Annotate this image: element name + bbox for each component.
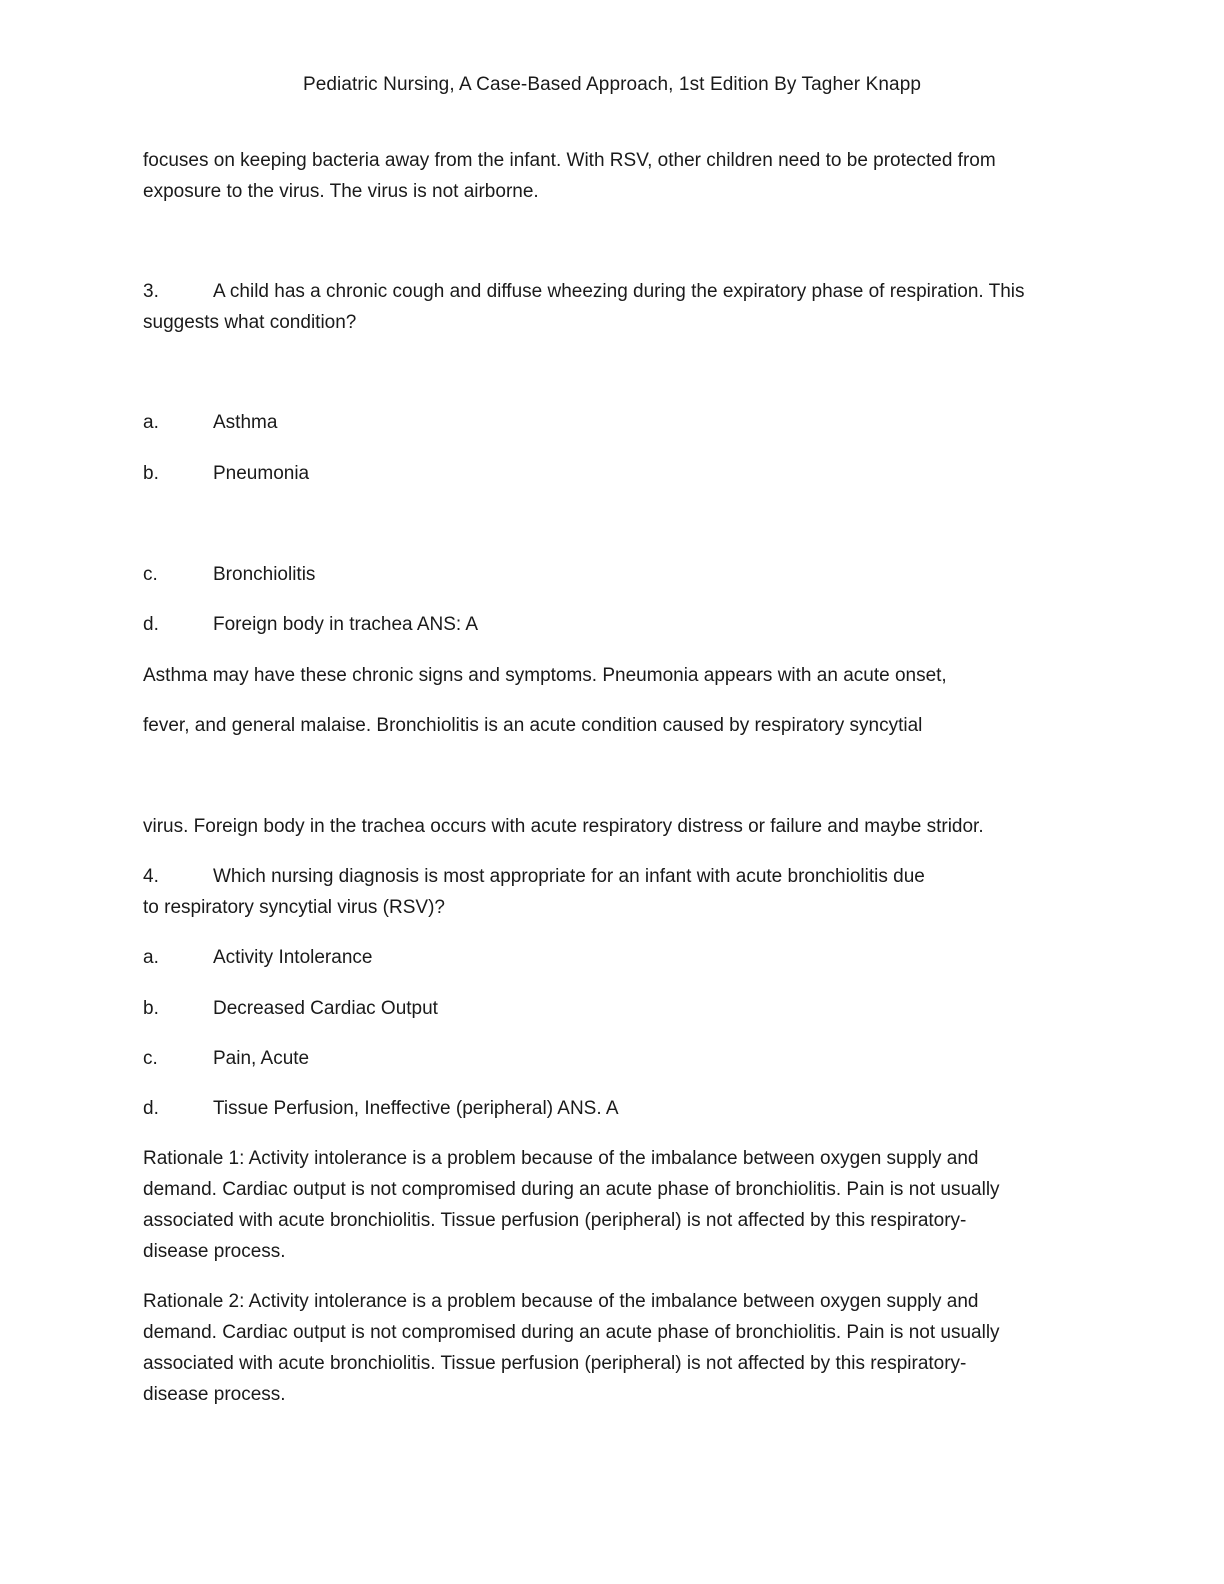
option-text: Tissue Perfusion, Ineffective (peripheral) ANS. A [213, 1098, 619, 1119]
rationale-1-line-2: demand. Cardiac output is not compromised during an acute phase of bronchiolitis. Pain is not usually [143, 1179, 1000, 1200]
option-letter: c. [143, 564, 158, 585]
option-letter: c. [143, 1048, 158, 1069]
page-header: Pediatric Nursing, A Case-Based Approach, 1st Edition By Tagher Knapp [302, 74, 922, 95]
question-text: Which nursing diagnosis is most appropriate for an infant with acute bronchiolitis due [213, 866, 925, 887]
option-letter: d. [143, 614, 159, 635]
option-text: Pneumonia [213, 463, 310, 484]
question-3-continued: suggests what condition? [143, 312, 357, 333]
q3-option-d [143, 609, 1083, 640]
option-letter: a. [143, 947, 159, 968]
option-text: Decreased Cardiac Output [213, 998, 438, 1019]
q4-option-d [143, 1093, 1083, 1124]
question-3 [143, 276, 1083, 307]
q3-option-c [143, 559, 1083, 590]
q4-option-a [143, 942, 1083, 973]
option-text: Asthma [213, 412, 278, 433]
q3-option-a [143, 407, 1083, 438]
option-text: Bronchiolitis [213, 564, 316, 585]
rationale-1-line-4: disease process. [143, 1241, 286, 1262]
rationale-2-line-2: demand. Cardiac output is not compromised during an acute phase of bronchiolitis. Pain is not usually [143, 1322, 1000, 1343]
q3-explanation-line-3: virus. Foreign body in the trachea occurs with acute respiratory distress or failure and maybe stridor. [143, 816, 984, 837]
rationale-2-line-1: Rationale 2: Activity intolerance is a problem because of the imbalance between oxygen supply and [143, 1291, 979, 1312]
option-letter: d. [143, 1098, 159, 1119]
rationale-2-line-4: disease process. [143, 1384, 286, 1405]
option-letter: b. [143, 998, 159, 1019]
rationale-1-line-3: associated with acute bronchiolitis. Tissue perfusion (peripheral) is not affected by this respiratory- [143, 1210, 967, 1231]
question-number: 4. [143, 866, 159, 887]
option-text: Activity Intolerance [213, 947, 373, 968]
q3-explanation-line-2: fever, and general malaise. Bronchiolitis is an acute condition caused by respiratory syncytial [143, 715, 923, 736]
question-number: 3. [143, 281, 159, 302]
q3-option-b [143, 458, 1083, 489]
option-text: Pain, Acute [213, 1048, 310, 1069]
option-letter: a. [143, 412, 159, 433]
question-4 [143, 861, 1083, 892]
rationale-2-line-3: associated with acute bronchiolitis. Tissue perfusion (peripheral) is not affected by this respiratory- [143, 1353, 967, 1374]
intro-line-2: exposure to the virus. The virus is not airborne. [143, 181, 539, 202]
intro-line-1: focuses on keeping bacteria away from the infant. With RSV, other children need to be protected from [143, 150, 996, 171]
q4-option-b [143, 993, 1083, 1024]
q4-option-c [143, 1043, 1083, 1074]
option-text: Foreign body in trachea ANS: A [213, 614, 479, 635]
option-letter: b. [143, 463, 159, 484]
rationale-1-line-1: Rationale 1: Activity intolerance is a problem because of the imbalance between oxygen supply and [143, 1148, 979, 1169]
question-4-continued: to respiratory syncytial virus (RSV)? [143, 897, 445, 918]
question-text: A child has a chronic cough and diffuse wheezing during the expiratory phase of respiration. This [213, 281, 1025, 302]
q3-explanation-line-1: Asthma may have these chronic signs and symptoms. Pneumonia appears with an acute onset, [143, 665, 947, 686]
